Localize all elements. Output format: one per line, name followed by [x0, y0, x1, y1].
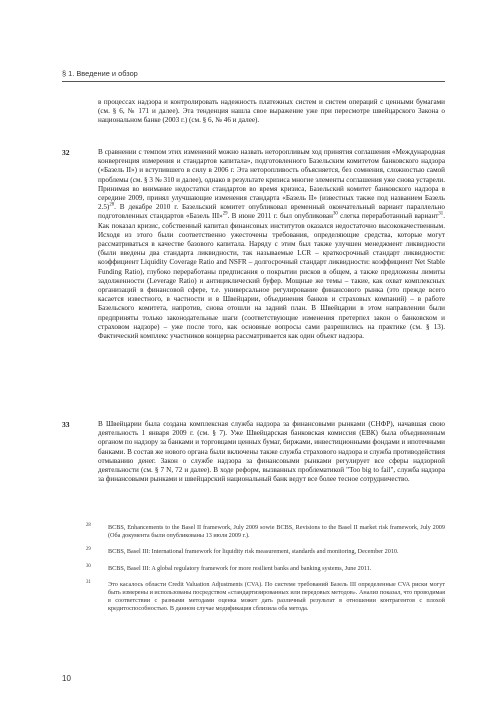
footnote-ref-31: 31: [438, 212, 444, 218]
footnote-28: [62, 524, 445, 540]
footnote-29: [62, 548, 445, 556]
paragraph-32-text-1: В сравнении с темпом этих изменений можно назвать неторопливым ход принятия соглашения «Международная конвергенция измерения и стандартов капитала», подготовленного Базельским комитетом банковского надзора («Базель II») и вступившего в силу в 2006 г. Эта неторопливость объясняется, без сомнения, сложностью самой проблемы (см. § 3 № 310 и далее), однако в результате кризиса многие элементы соглашения уже снова устарели. Принимая во внимание недостатки стандартов во время кризиса, Базельский комитет банковского надзора в середине 2009, принял улучшающие изменения стандарта «Базель II» (известных также под названием Базель 2.5): [98, 148, 445, 212]
paragraph-33: В Швейцарии была создана комплексная служба надзора за финансовыми рынками (СНФР), начавшая свою деятельность 1 января 2009 г. (см. § 7). Уже Швейцарская банковская комиссия (ЕВК) была объединенным органом по надзору за банками и торговцами ценных бумаг, биржами, инвестиционными фондами и ипотечными банками. В состав же нового органа были включены также служба страхового надзора и служба противодействия отмыванию денег. Закон о службе надзора за финансовыми рынками регулирует все сферы надзорной деятельности (см. § 7 N, 72 и далее). В ходе реформ, вызванных проблематикой "Too big to fail", служба надзора за финансовыми рынками и швейцарский национальный банк ведут все более тесное сотрудничество.: [98, 420, 445, 484]
footnote-number: 30: [86, 563, 91, 569]
paragraph-32: [98, 148, 445, 341]
footnote-ref-30: 30: [332, 212, 338, 218]
footnote-number: 29: [86, 547, 91, 553]
paragraph-32-text-5: . Как показал кризис, собственный капитал финансовых институтов оказался недостаточно высококачественным. Исходя из этого были соответственно ужесточены требования, определяющие средства, которые могут рассматриваться в качестве базового капитала. Наряду с этим был также улучшен менеджмент ликвидности (были введены два стандарта ликвидности, так называемые LCR – краткосрочный стандарт ликвидности: коэффициент Liquidity Coverage Ratio and NSFR – долгосрочный стандарт ликвидности: коэффициент Net Stable Funding Ratio), глубоко переработаны предписания о покрытии рисков в общем, а также предложены лимиты задолженности (Leverage Ratio) и антициклический буфер. Мощные же темы – такие, как охват комплексных организаций в финансовой сфере, т.е. универсальное регулирование финансового рынка (это прежде всего касается известного, в частности и в Швейцарии, объединения банков и страховых компаний) – в работе Базельского комитета, напротив, снова отошли на задний план. В Швейцарии в этом направлении были предприняты только законодательные шаги (соответствующие изменения претерпел закон о банковском и страховом надзоре) – уже после того, как основные вопросы сами разрешились на практике (см. § 13). Фактический комплекс участников концерна рассматривается как один объект надзора.: [98, 212, 445, 341]
page-number: 10: [62, 674, 71, 683]
footnote-30: [62, 565, 445, 573]
paragraph-number-32: 32: [62, 148, 70, 157]
footnote-text: BCBS, Basel III: A global regulatory framework for more resilient banks and banking systems, June 2011.: [108, 564, 372, 572]
header-rule: [62, 81, 445, 82]
footnote-number: 28: [86, 523, 91, 528]
paragraph-number-33: 33: [62, 420, 70, 429]
footnote-text: Это касалось области Credit Valuation Adjustments (CVA). По системе требований Базель III определенные CVA риски могут быть измерены и использованы посредством «стандартизированных или передовых методов». Анализ показал, что проводимая в соответствии с разными методами оценка может дать различный результат в отношении контрагентов с плохой кредитоспособностью. В данном случае модификация сблизила оба метода.: [108, 580, 445, 613]
footnote-ref-29: 29: [222, 212, 228, 218]
footnote-31: [62, 581, 445, 614]
running-head: § 1. Введение и обзор: [62, 69, 138, 78]
footnote-number: 31: [86, 579, 91, 585]
footnote-text: BCBS, Enhancements to the Basel II framework, July 2009 sowie BCBS, Revisions to the Basel II market risk framework, July 2009 (Оба документа были опубликованы 13 июля 2009 г.).: [108, 524, 445, 540]
footnotes: [62, 524, 445, 622]
paragraph-32-text-4: слегка переработанный вариант: [337, 212, 439, 221]
intro-paragraph: в процессах надзора и контролировать надежность платежных систем и систем операций с ценными бумагами (см. § 6, № 171 и далее). Эта тенденция нашла свое выражение уже при пересмотре швейцарского Закона о национальном банке (2003 г.) (см. § 6, № 46 и далее).: [98, 98, 445, 125]
paragraph-32-text-3: . В июне 2011 г. был опубликован: [227, 212, 333, 221]
footnote-text: BCBS, Basel III: International framework for liquidity risk measurement, standards and monitoring, December 2010.: [108, 548, 399, 556]
paragraph-32-text-2: . В декабре 2010 г. Базельский комитет опубликовал временный окончательный вариант параллельно подготовленных стандартов «Базель III»: [98, 203, 445, 221]
footnote-ref-28: 28: [109, 202, 115, 208]
